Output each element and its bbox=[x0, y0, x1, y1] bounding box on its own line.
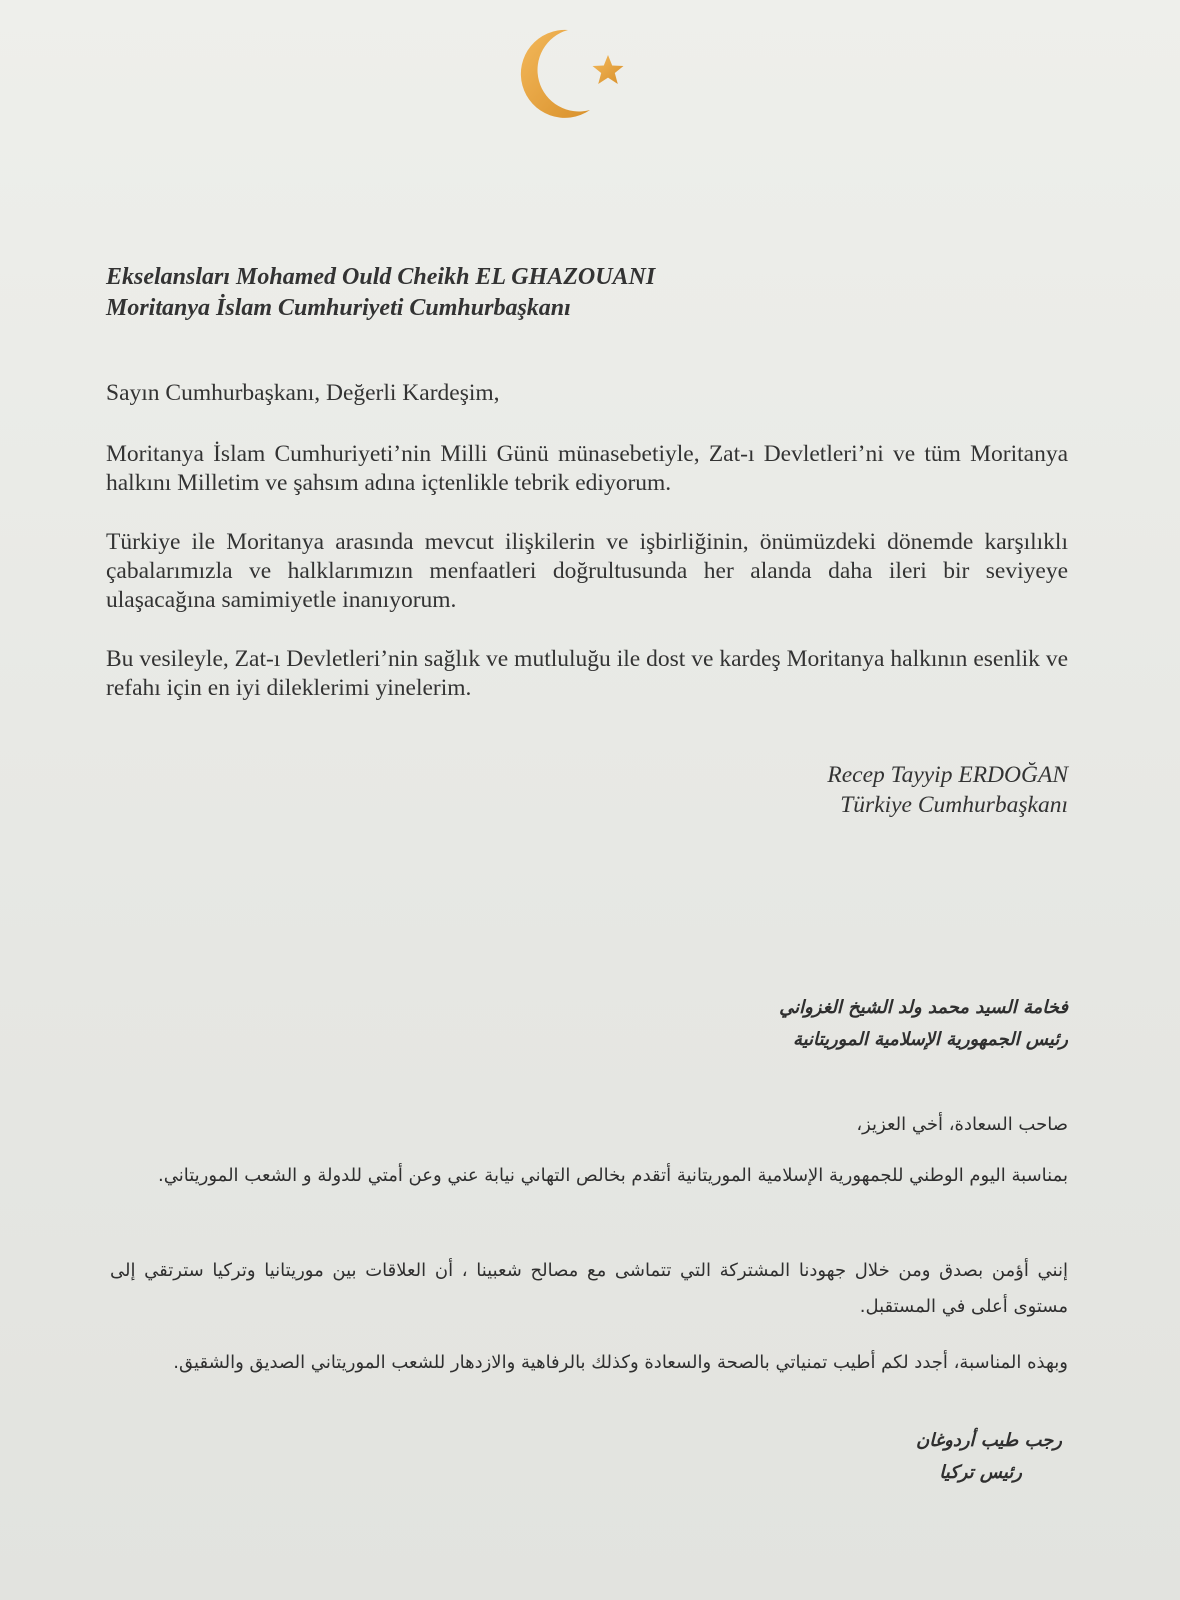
recipient-name: Ekselansları Mohamed Ould Cheikh EL GHAZOUANI bbox=[106, 264, 656, 290]
salutation: Sayın Cumhurbaşkanı, Değerli Kardeşim, bbox=[106, 380, 500, 406]
recipient-title: Moritanya İslam Cumhuriyeti Cumhurbaşkanı bbox=[106, 295, 571, 321]
arabic-signature-title: رئيس تركيا bbox=[939, 1462, 1022, 1483]
arabic-paragraph-3: وبهذه المناسبة، أجدد لكم أطيب تمنياتي بالصحة والسعادة وكذلك بالرفاهية والازدهار للشعب الموريتاني الصديق والشقيق. bbox=[173, 1352, 1068, 1373]
arabic-signature-name: رجب طيب أردوغان bbox=[916, 1430, 1062, 1451]
arabic-paragraph-2: إنني أؤمن بصدق ومن خلال جهودنا المشتركة التي تتماشى مع مصالح شعبينا ، أن العلاقات بين موريتانيا وتركيا سترتقي إلى مستوى أعلى في المستقبل. bbox=[110, 1260, 1068, 1317]
paragraph-3: Bu vesileyle, Zat-ı Devletleri’nin sağlık ve mutluluğu ile dost ve kardeş Moritanya halkının esenlik ve refahı için en iyi dileklerimi yinelerim. bbox=[106, 646, 1068, 701]
arabic-recipient-block bbox=[779, 992, 1068, 1056]
arabic-salutation: صاحب السعادة، أخي العزيز، bbox=[856, 1114, 1068, 1135]
signature-name: Recep Tayyip ERDOĞAN bbox=[827, 762, 1068, 788]
arabic-recipient-name: فخامة السيد محمد ولد الشيخ الغزواني bbox=[779, 997, 1068, 1018]
crescent-shape bbox=[521, 30, 590, 118]
crescent-and-star-icon bbox=[510, 22, 640, 122]
paragraph-1: Moritanya İslam Cumhuriyeti’nin Milli Günü münasebetiyle, Zat-ı Devletleri’ni ve tüm Moritanya halkını Milletim ve şahsım adına içtenlikle tebrik ediyorum. bbox=[106, 441, 1068, 496]
arabic-paragraph-1: بمناسبة اليوم الوطني للجمهورية الإسلامية الموريتانية أتقدم بخالص التهاني نيابة عني وعن أمتي للدولة و الشعب الموريتاني. bbox=[158, 1165, 1068, 1186]
signature-block bbox=[827, 760, 1068, 820]
paragraph-2: Türkiye ile Moritanya arasında mevcut ilişkilerin ve işbirliğinin, önümüzdeki dönemde karşılıklı çabalarımızla ve halklarımızın menfaatleri doğrultusunda her alanda daha ileri bir seviyeye ulaşacağına samimiyetle inanıyorum. bbox=[106, 529, 1068, 613]
signature-title: Türkiye Cumhurbaşkanı bbox=[840, 792, 1068, 818]
arabic-recipient-title: رئيس الجمهورية الإسلامية الموريتانية bbox=[792, 1029, 1068, 1050]
star-shape bbox=[593, 55, 624, 84]
recipient-block bbox=[106, 262, 1068, 324]
arabic-signature-block bbox=[916, 1425, 1062, 1489]
